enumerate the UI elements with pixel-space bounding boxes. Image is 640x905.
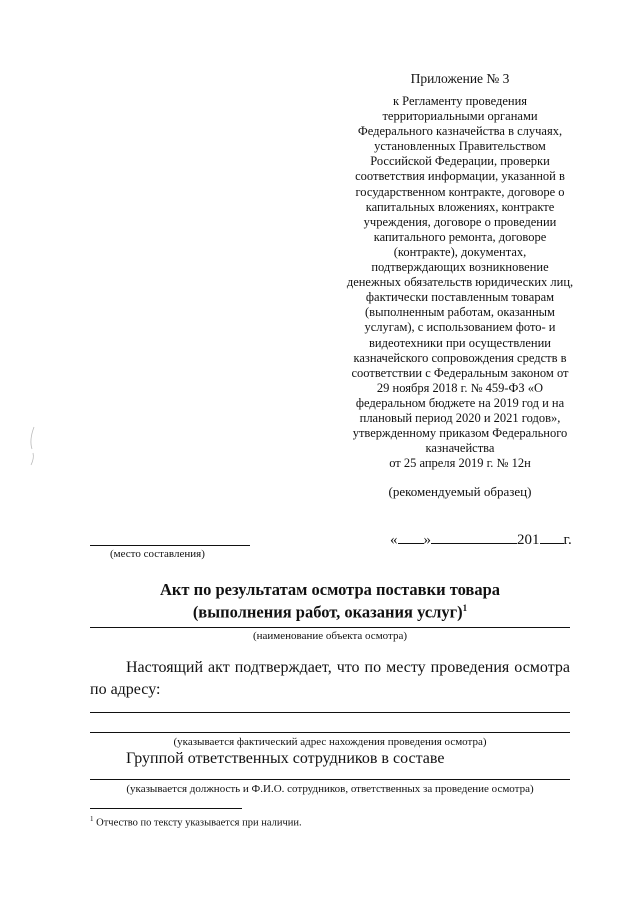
appendix-line: соответствия информации, указанной в <box>355 169 565 184</box>
appendix-line: соответствии с Федеральным законом от <box>351 365 569 380</box>
footnote-separator <box>90 808 242 809</box>
act-title-line-2 <box>90 599 570 622</box>
address-line-1 <box>90 712 570 713</box>
appendix-title: Приложение № 3 <box>410 71 510 86</box>
appendix-line: государственном контракте, договоре о <box>355 184 565 199</box>
date-field <box>390 530 572 549</box>
date-month-blank <box>431 530 517 544</box>
appendix-line: территориальными органами <box>382 109 538 124</box>
appendix-line: учреждения, договоре о проведении <box>363 214 557 229</box>
appendix-line: Российской Федерации, проверки <box>370 154 550 169</box>
staff-caption: (указывается должность и Ф.И.О. сотрудников, ответственных за проведение осмотра) <box>126 783 534 795</box>
object-name-line <box>90 627 570 628</box>
footnote-number: 1 <box>90 815 94 823</box>
appendix-line: услугам), с использованием фото- и <box>364 320 556 335</box>
confirmation-paragraph: Настоящий акт подтверждает, что по месту проведения осмотра по адресу: <box>90 659 570 698</box>
act-title <box>90 580 570 622</box>
appendix-line: видеотехники при осуществлении <box>369 335 551 350</box>
object-caption: (наименование объекта осмотра) <box>252 630 407 642</box>
footnote <box>90 815 302 829</box>
appendix-line: Федерального казначейства в случаях, <box>357 124 563 139</box>
appendix-line: установленных Правительством <box>374 139 546 154</box>
date-close-quote: » <box>423 532 431 548</box>
appendix-line: плановый период 2020 и 2021 годов», <box>359 410 561 425</box>
appendix-line: казначейства <box>425 441 495 456</box>
act-title-line-1: Акт по результатам осмотра поставки товара <box>159 580 501 599</box>
appendix-line: фактически поставленным товарам <box>365 290 555 305</box>
date-year-prefix: 201 <box>517 532 540 548</box>
appendix-body <box>336 94 584 471</box>
appendix-line: федеральном бюджете на 2019 год и на <box>355 395 565 410</box>
date-open-quote: « <box>390 532 398 548</box>
date-day-blank <box>398 530 424 544</box>
address-caption: (указывается фактический адрес нахождения проведения осмотра) <box>173 736 487 748</box>
appendix-line: (контракте), документах, <box>393 244 527 259</box>
appendix-line: 29 ноября 2018 г. № 459-ФЗ «О <box>376 380 544 395</box>
appendix-line: капитального ремонта, договоре <box>373 229 547 244</box>
place-line <box>90 545 250 546</box>
appendix-line: капитальных вложениях, контракте <box>365 199 555 214</box>
appendix-line: казначейского сопровождения средств в <box>353 350 567 365</box>
appendix-line: (выполненным работам, оказанным <box>365 305 555 320</box>
appendix-line: денежных обязательств юридических лиц, <box>346 275 574 290</box>
appendix-line: от 25 апреля 2019 г. № 12н <box>389 456 531 471</box>
staff-paragraph: Группой ответственных сотрудников в составе <box>126 750 445 767</box>
place-caption: (место составления) <box>110 548 205 560</box>
appendix-line: утвержденному приказом Федерального <box>352 426 568 441</box>
footnote-ref: 1 <box>462 603 468 613</box>
date-year-suffix: г. <box>563 532 572 548</box>
footnote-text: Отчество по тексту указывается при наличии. <box>96 817 302 829</box>
date-year-blank <box>540 530 564 544</box>
staff-line <box>90 779 570 780</box>
appendix-line: подтверждающих возникновение <box>371 260 549 275</box>
appendix-line: к Регламенту проведения <box>392 94 528 108</box>
recommended-sample-note: (рекомендуемый образец) <box>388 484 532 499</box>
act-title-text: (выполнения работ, оказания услуг) <box>192 602 463 622</box>
address-line-2 <box>90 732 570 733</box>
margin-mark <box>28 425 38 467</box>
